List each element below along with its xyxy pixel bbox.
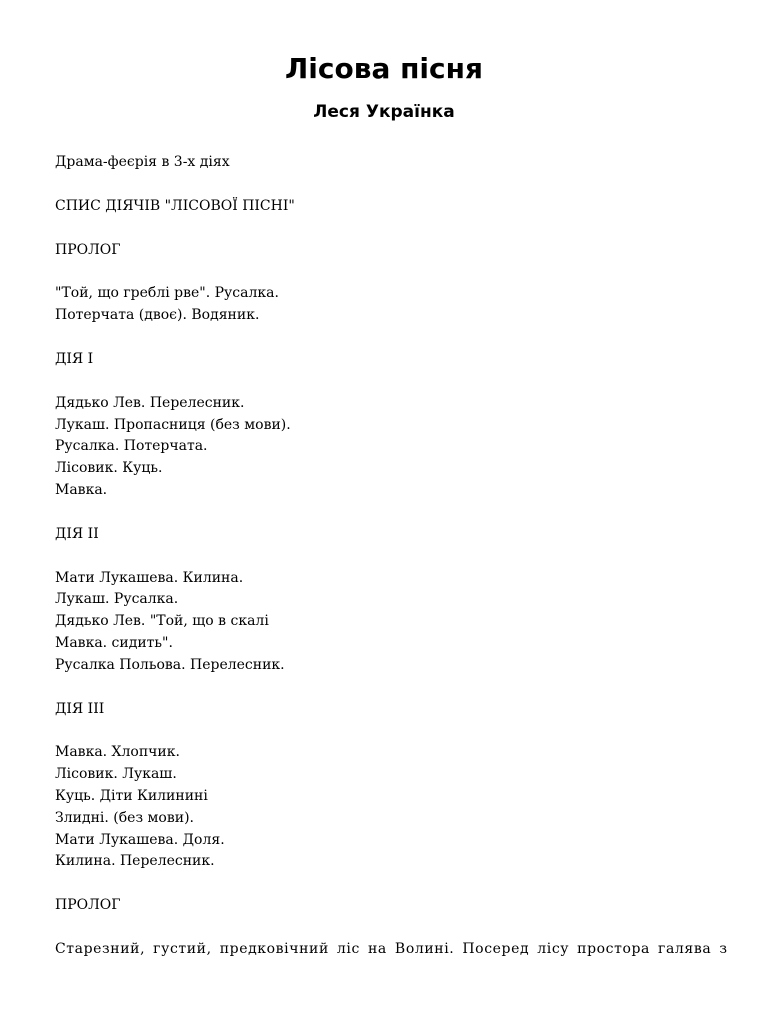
cast-line: Мавка.	[55, 481, 108, 498]
prologue-text: Старезний, густий, предковічний ліс на Волині. Посеред лісу простора галява з	[55, 940, 728, 957]
cast-line: Лукаш. Русалка.	[55, 591, 179, 608]
cast-line: Мавка. Хлопчик.	[55, 744, 180, 761]
cast-line: Злидні. (без мови).	[55, 809, 194, 826]
cast-line: Лісовик. Куць.	[55, 460, 163, 477]
cast-line: Мати Лукашева. Доля.	[55, 831, 225, 848]
cast-line: Лукаш. Пропасниця (без мови).	[55, 416, 291, 433]
prologue-heading: ПРОЛОГ	[55, 897, 121, 914]
section-heading: ПРОЛОГ	[55, 241, 121, 258]
cast-line: "Той, що греблі рве". Русалка.	[55, 285, 279, 302]
cast-line: Дядько Лев. "Той, що в скалі	[55, 613, 269, 630]
section-heading: ДІЯ II	[55, 525, 99, 542]
document-author: Леся Українка	[313, 102, 455, 122]
cast-line: Потерчата (двоє). Водяник.	[55, 307, 260, 324]
cast-line: Русалка Польова. Перелесник.	[55, 656, 285, 673]
cast-line: Мати Лукашева. Килина.	[55, 569, 244, 586]
cast-line: Куць. Діти Килинині	[55, 787, 208, 804]
section-cast-list	[55, 393, 713, 502]
section-cast-list	[55, 742, 713, 873]
cast-line: Килина. Перелесник.	[55, 853, 215, 870]
section-heading: ДІЯ I	[55, 350, 94, 367]
cast-line: Мавка. сидить".	[55, 634, 173, 651]
cast-heading: СПИС ДІЯЧІВ "ЛІСОВОЇ ПІСНІ"	[55, 197, 295, 214]
section-cast-list	[55, 568, 713, 677]
cast-line: Дядько Лев. Перелесник.	[55, 394, 245, 411]
section-heading: ДІЯ III	[55, 700, 105, 717]
section-cast-list	[55, 283, 713, 327]
genre-subtitle: Драма-феєрія в 3-х діях	[55, 154, 230, 170]
cast-line: Лісовик. Лукаш.	[55, 766, 177, 783]
document-body	[55, 152, 728, 961]
cast-line: Русалка. Потерчата.	[55, 438, 208, 455]
document-title: Лісова пісня	[285, 52, 483, 85]
